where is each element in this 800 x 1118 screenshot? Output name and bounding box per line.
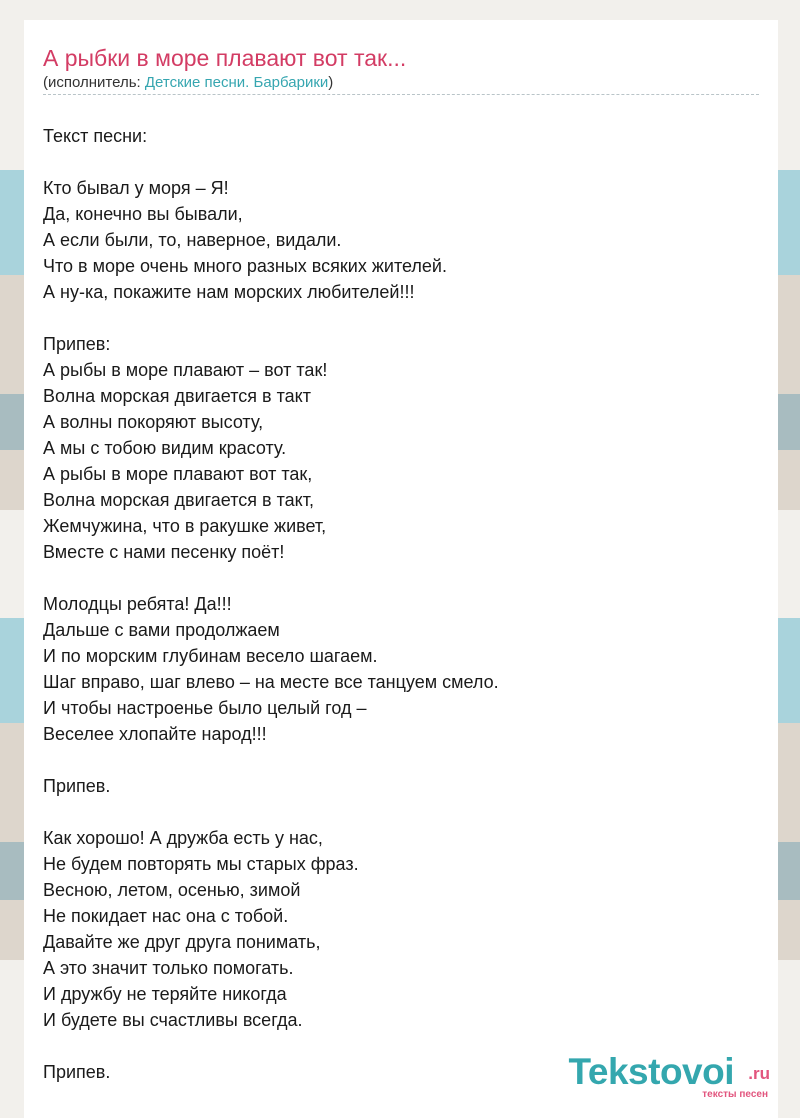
artist-line <box>43 73 333 93</box>
logo-tagline: тексты песен <box>702 1089 768 1100</box>
lyric-line: И будете вы счастливы всегда. <box>43 1010 303 1030</box>
lyric-line: Дальше с вами продолжаем <box>43 620 280 640</box>
lyric-line: А ну-ка, покажите нам морских любителей!!! <box>43 282 415 302</box>
stanza-gap <box>43 565 499 591</box>
lyric-line: А рыбы в море плавают – вот так! <box>43 360 328 380</box>
logo-domain: .ru <box>748 1064 770 1083</box>
lyric-line: Шаг вправо, шаг влево – на месте все танцуем смело. <box>43 672 499 692</box>
lyric-line: А это значит только помогать. <box>43 958 294 978</box>
stanza-gap <box>43 149 499 175</box>
lyric-line: Не покидает нас она с тобой. <box>43 906 289 926</box>
lyric-line: А если были, то, наверное, видали. <box>43 230 342 250</box>
artist-suffix: ) <box>328 74 334 91</box>
lyric-line: Не будем повторять мы старых фраз. <box>43 854 359 874</box>
lyrics-text <box>43 123 499 1085</box>
artist-link[interactable]: Детские песни. Барбарики <box>144 74 329 91</box>
dashed-divider <box>43 94 759 95</box>
stanza-gap <box>43 799 499 825</box>
lyric-line: А рыбы в море плавают вот так, <box>43 464 313 484</box>
lyrics-card <box>24 20 778 1118</box>
lyric-line: Молодцы ребята! Да!!! <box>43 594 232 614</box>
lyric-line: Что в море очень много разных всяких жителей. <box>43 256 447 276</box>
lyric-line: Припев: <box>43 334 111 354</box>
song-title: А рыбки в море плавают вот так... <box>43 45 407 71</box>
stanza-gap <box>43 1033 499 1059</box>
lyric-line: Как хорошо! А дружба есть у нас, <box>43 828 323 848</box>
lyric-line: Припев. <box>43 776 111 796</box>
stanza-gap <box>43 305 499 331</box>
stanza-gap <box>43 747 499 773</box>
lyric-line: Да, конечно вы бывали, <box>43 204 243 224</box>
lyric-line: Жемчужина, что в ракушке живет, <box>43 516 327 536</box>
lyric-line: Весною, летом, осенью, зимой <box>43 880 301 900</box>
logo-wordmark: Tekstovoi <box>568 1051 734 1092</box>
lyric-line: Веселее хлопайте народ!!! <box>43 724 267 744</box>
tekstovoi-logo[interactable] <box>560 1052 770 1100</box>
lyric-line: Давайте же друг друга понимать, <box>43 932 321 952</box>
lyric-line: Волна морская двигается в такт <box>43 386 311 406</box>
lyric-line: А мы с тобою видим красоту. <box>43 438 287 458</box>
lyric-line: И дружбу не теряйте никогда <box>43 984 287 1004</box>
lyric-line: Кто бывал у моря – Я! <box>43 178 229 198</box>
lyric-line: Текст песни: <box>43 126 148 146</box>
artist-prefix: (исполнитель: <box>43 74 145 91</box>
lyric-line: И по морским глубинам весело шагаем. <box>43 646 378 666</box>
lyric-line: И чтобы настроенье было целый год – <box>43 698 367 718</box>
lyric-line: Волна морская двигается в такт, <box>43 490 314 510</box>
lyric-line: А волны покоряют высоту, <box>43 412 264 432</box>
lyric-line: Припев. <box>43 1062 111 1082</box>
lyric-line: Вместе с нами песенку поёт! <box>43 542 285 562</box>
